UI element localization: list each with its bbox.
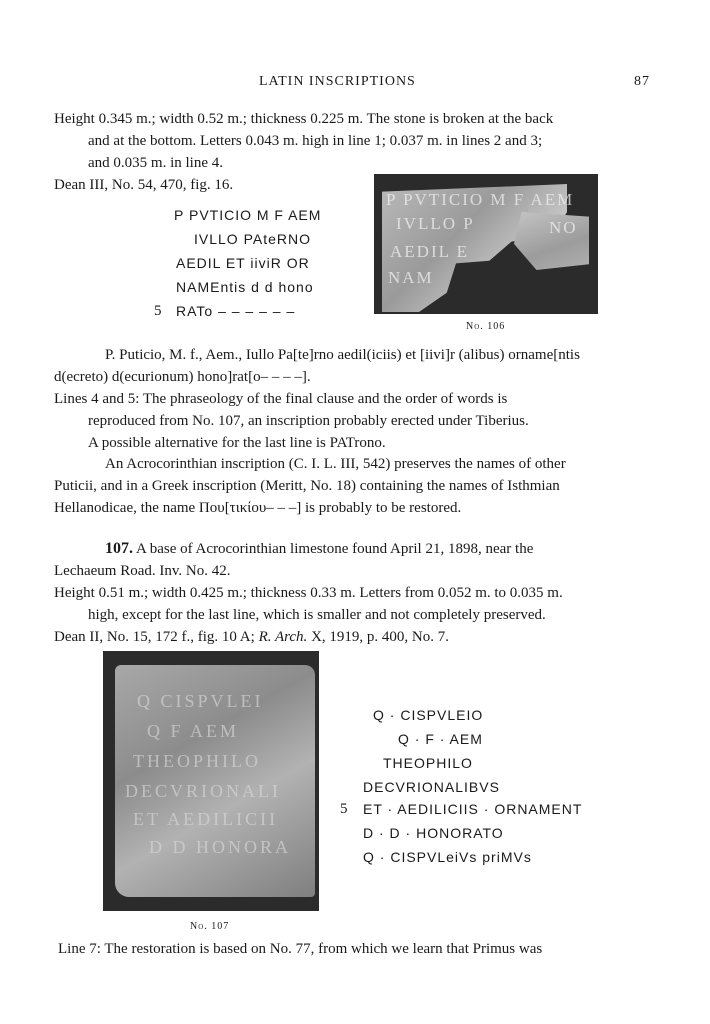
height-107-line-1: Height 0.51 m.; width 0.425 m.; thickness 0.33 m. Letters from 0.052 m. to 0.035 m.	[54, 585, 563, 601]
inscription-106-line-4: NAMEntis d d hono	[176, 279, 314, 295]
inscription-107-line-5: ET · AEDILICIIS · ORNAMENT	[363, 801, 583, 817]
page-number: 87	[634, 74, 650, 89]
desc-106-line-3: and 0.035 m. in line 4.	[88, 155, 223, 171]
inscription-107-line-4: DECVRIONALIBVS	[363, 779, 500, 795]
stone-107-text-6: D D HONORA	[149, 837, 291, 857]
entry-107-intro	[105, 540, 533, 558]
translation-106-line-2: d(ecreto) d(ecurionum) hono]rat[o– – – –].	[54, 369, 311, 385]
running-header: LATIN INSCRIPTIONS	[259, 74, 416, 89]
commentary-106-line-1: Lines 4 and 5: The phraseology of the final clause and the order of words is	[54, 391, 508, 407]
acro-line-3: Hellanodicae, the name Πoυ[τικίου– – –] is probably to be restored.	[54, 500, 462, 516]
stone-106-text-3: NO	[549, 218, 578, 237]
inscription-107-line-2: Q · F · AEM	[398, 731, 483, 747]
caption-no-107: No. 107	[190, 921, 230, 932]
dean-ref-107-journal: R. Arch.	[258, 629, 308, 645]
inscription-107-line-6: D · D · HONORATO	[363, 825, 504, 841]
stone-106-text-5: NAM	[388, 268, 434, 287]
photo-no-107	[103, 651, 319, 911]
stone-107-text-4: DECVRIONALI	[125, 781, 281, 801]
desc-106-line-1: Height 0.345 m.; width 0.52 m.; thickness 0.225 m. The stone is broken at the back	[54, 111, 554, 127]
line-number-5-107: 5	[340, 801, 348, 817]
inscription-107-line-1: Q · CISPVLEIO	[373, 707, 484, 723]
entry-107-intro-text: A base of Acrocorinthian limestone found April 21, 1898, near the	[135, 541, 534, 557]
caption-no-106: No. 106	[466, 321, 506, 332]
stone-107-text-5: ET AEDILICII	[133, 809, 279, 829]
inscription-106-line-5: RATo – – – – – –	[176, 303, 296, 319]
acro-line-2: Puticii, and in a Greek inscription (Meritt, No. 18) containing the names of Isthmian	[54, 478, 560, 494]
photo-no-106	[374, 174, 598, 314]
translation-106-line-1: P. Puticio, M. f., Aem., Iullo Pa[te]rno aedil(iciis) et [iivi]r (alibus) orname[ntis	[105, 347, 580, 363]
commentary-106-line-2: reproduced from No. 107, an inscription probably erected under Tiberius.	[88, 413, 529, 429]
desc-106-line-2: and at the bottom. Letters 0.043 m. high in line 1; 0.037 m. in lines 2 and 3;	[88, 133, 543, 149]
stone-106-text-4: AEDIL E	[390, 242, 469, 261]
dean-ref-106: Dean III, No. 54, 470, fig. 16.	[54, 177, 234, 193]
inscription-106-line-3: AEDIL ET iiviR OR	[176, 255, 310, 271]
footer-commentary-line: Line 7: The restoration is based on No. 77, from which we learn that Primus was	[58, 941, 543, 957]
entry-107-intro-line-2: Lechaeum Road. Inv. No. 42.	[54, 563, 231, 579]
line-number-5-106: 5	[154, 303, 162, 319]
stone-107-text-3: THEOPHILO	[133, 751, 261, 771]
dean-ref-107	[54, 628, 449, 646]
inscription-106-line-1: P PVTICIO M F AEM	[174, 207, 322, 223]
inscription-107-line-3: THEOPHILO	[383, 755, 473, 771]
acro-line-1: An Acrocorinthian inscription (C. I. L. III, 542) preserves the names of other	[105, 456, 566, 472]
stone-106-text-1: P PVTICIO M F AEM	[386, 190, 575, 209]
commentary-106-line-3: A possible alternative for the last line is PATrono.	[88, 435, 386, 451]
dean-ref-107-c: X, 1919, p. 400, No. 7.	[307, 629, 449, 645]
dean-ref-107-a: Dean II, No. 15, 172 f., fig. 10 A;	[54, 629, 259, 645]
inscription-106-line-2: IVLLO PAteRNO	[194, 231, 312, 247]
height-107-line-2: high, except for the last line, which is smaller and not completely preserved.	[88, 607, 546, 623]
stone-107-text-1: Q CISPVLEI	[137, 691, 264, 711]
stone-106-text-2: IVLLO P	[396, 214, 475, 233]
stone-107-text-2: Q F AEM	[147, 721, 240, 741]
inscription-107-line-7: Q · CISPVLeiVs priMVs	[363, 849, 532, 865]
entry-number-107: 107.	[105, 540, 133, 557]
